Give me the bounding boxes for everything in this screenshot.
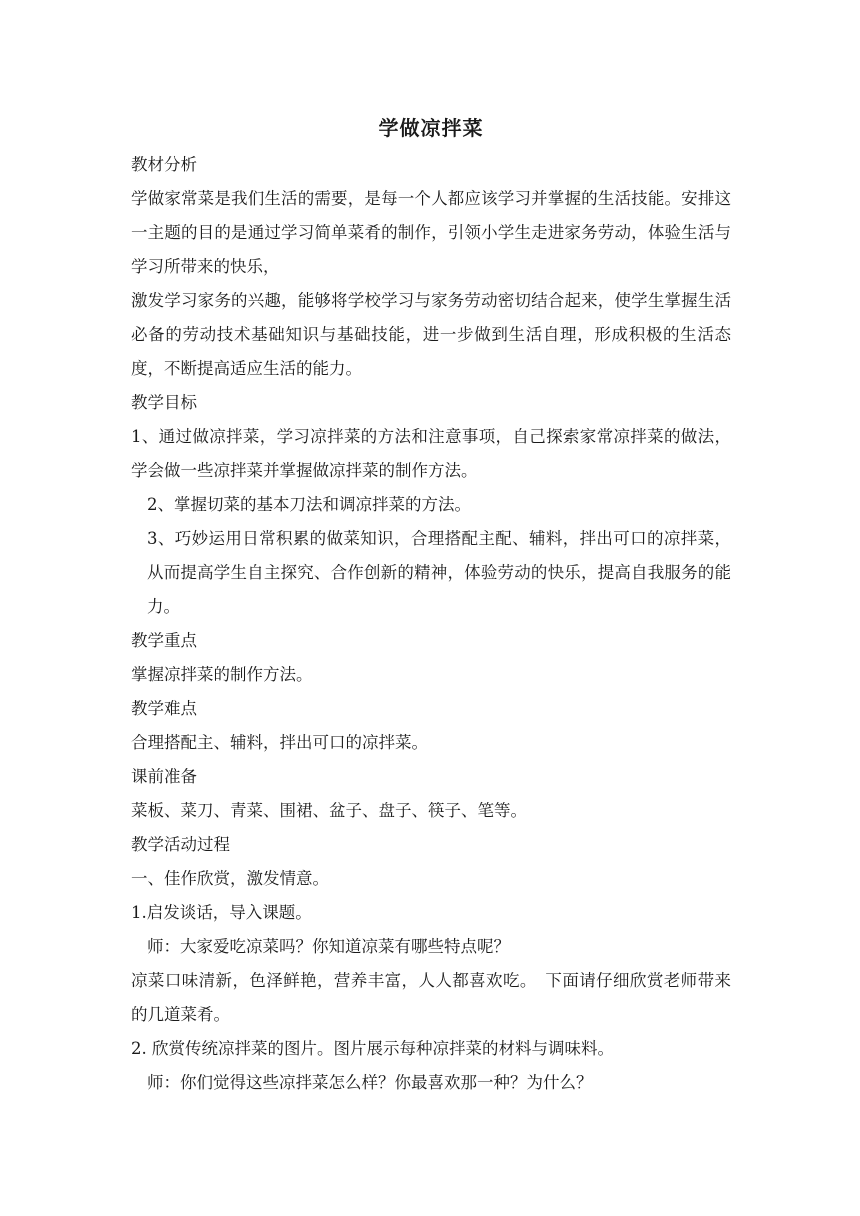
paragraph: 菜板、菜刀、青菜、围裙、盆子、盘子、筷子、笔等。 [131,801,527,820]
paragraph: 教材分析 [131,155,197,174]
document-title: 学做凉拌菜 [378,116,484,140]
paragraph: 2. 欣赏传统凉拌菜的图片。图片展示每种凉拌菜的材料与调味料。 [131,1039,614,1058]
paragraph: 1.启发谈话，导入课题。 [131,903,312,922]
paragraph: 激发学习家务的兴趣，能够将学校学习与家务劳动密切结合起来，使学生掌握生活必备的劳动技术基础知识与基础技能，进一步做到生活自理，形成积极的生活态度，不断提高适应生活的能力。 [131,291,731,378]
paragraph: 教学重点 [131,631,197,650]
paragraph: 凉菜口味清新，色泽鲜艳，营养丰富，人人都喜欢吃。 下面请仔细欣赏老师带来的几道菜肴。 [131,971,731,1024]
paragraph: 课前准备 [131,767,197,786]
document-body [131,114,731,1100]
paragraph: 2、掌握切菜的基本刀法和调凉拌菜的方法。 [147,495,471,514]
paragraph: 掌握凉拌菜的制作方法。 [131,665,313,684]
paragraph: 1、通过做凉拌菜，学习凉拌菜的方法和注意事项，自己探索家常凉拌菜的做法，学会做一些凉拌菜并掌握做凉拌菜的制作方法。 [131,427,731,480]
paragraph: 教学难点 [131,699,197,718]
paragraph: 教学活动过程 [131,835,230,854]
paragraph: 3、巧妙运用日常积累的做菜知识，合理搭配主配、辅料，拌出可口的凉拌菜，从而提高学生自主探究、合作创新的精神，体验劳动的快乐，提高自我服务的能力。 [147,529,731,616]
paragraph: 合理搭配主、辅料，拌出可口的凉拌菜。 [131,733,428,752]
paragraph: 师：大家爱吃凉菜吗？你知道凉菜有哪些特点呢？ [147,937,510,956]
paragraph-list [131,148,731,1100]
paragraph: 师：你们觉得这些凉拌菜怎么样？你最喜欢那一种？为什么？ [147,1073,593,1092]
paragraph: 教学目标 [131,393,197,412]
paragraph: 学做家常菜是我们生活的需要，是每一个人都应该学习并掌握的生活技能。安排这一主题的目的是通过学习简单菜肴的制作，引领小学生走进家务劳动，体验生活与学习所带来的快乐， [131,189,731,276]
paragraph: 一、佳作欣赏，激发情意。 [131,869,329,888]
